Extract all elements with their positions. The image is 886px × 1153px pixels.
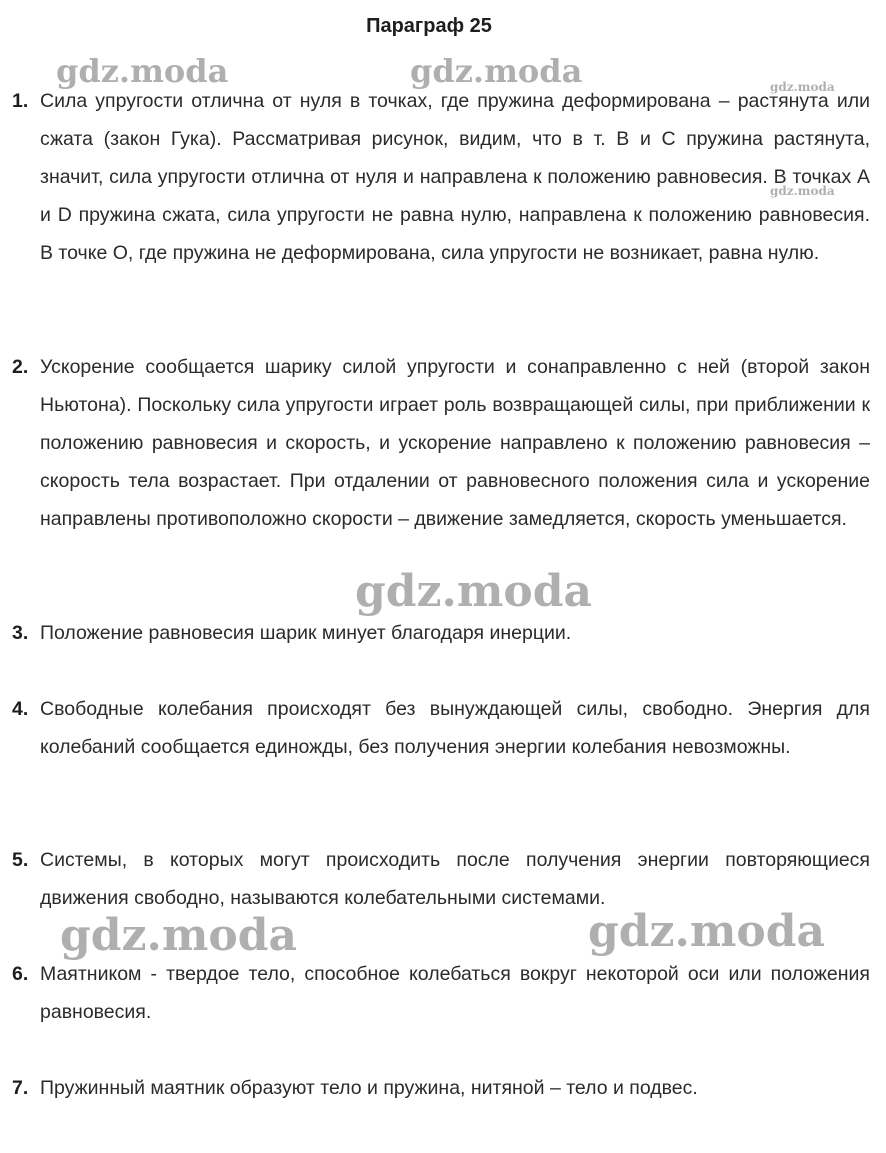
item-text: Сила упругости отлична от нуля в точках, где пружина деформирована – растянута или сжата (закон Гука). Рассматривая рисунок, видим, что в т. В и С пружина растянута, значит, сила упругости отлична от нуля и направлена к положению равновесия. В точках А и D пружина сжата, сила упругости не равна нулю, направлена к положению равновесия. В точке О, где пружина не деформирована, сила упругости не возникает, равна нулю. xyxy=(40,90,870,264)
list-item xyxy=(12,955,870,1031)
item-text: Положение равновесия шарик минует благодаря инерции. xyxy=(40,622,572,644)
watermark: gdz.moda xyxy=(770,184,835,198)
watermark: gdz.moda xyxy=(56,52,229,90)
item-text: Маятником - твердое тело, способное колебаться вокруг некоторой оси или положения равновесия. xyxy=(40,963,870,1023)
item-number: 6. xyxy=(12,963,29,985)
list-item xyxy=(12,348,870,538)
list-item xyxy=(12,690,870,766)
list-item xyxy=(12,82,870,272)
item-number: 4. xyxy=(12,698,29,720)
watermark: gdz.moda xyxy=(588,906,826,957)
watermark: gdz.moda xyxy=(770,80,835,94)
item-number: 3. xyxy=(12,622,29,644)
item-text: Ускорение сообщается шарику силой упругости и сонаправленно с ней (второй закон Ньютона). Поскольку сила упругости играет роль возвращающей силы, при приближении к положению равновесия и скорость, и ускорение направлено к положению равновесия – скорость тела возрастает. При отдалении от равновесного положения сила и ускорение направлены противоположно скорости – движение замедляется, скорость уменьшается. xyxy=(40,356,870,530)
item-text: Системы, в которых могут происходить после получения энергии повторяющиеся движения свободно, называются колебательными системами. xyxy=(40,849,870,909)
item-text: Пружинный маятник образуют тело и пружина, нитяной – тело и подвес. xyxy=(40,1077,698,1099)
watermark: gdz.moda xyxy=(60,910,298,961)
item-number: 5. xyxy=(12,849,29,871)
watermark: gdz.moda xyxy=(355,566,593,617)
list-item xyxy=(12,1069,870,1107)
item-number: 2. xyxy=(12,356,29,378)
item-text: Свободные колебания происходят без вынуждающей силы, свободно. Энергия для колебаний сообщается единожды, без получения энергии колебания невозможны. xyxy=(40,698,870,758)
list-item xyxy=(12,841,870,917)
item-number: 1. xyxy=(12,90,29,112)
watermark: gdz.moda xyxy=(410,52,583,90)
list-item xyxy=(12,614,870,652)
page-title: Параграф 25 xyxy=(366,15,492,37)
item-number: 7. xyxy=(12,1077,29,1099)
